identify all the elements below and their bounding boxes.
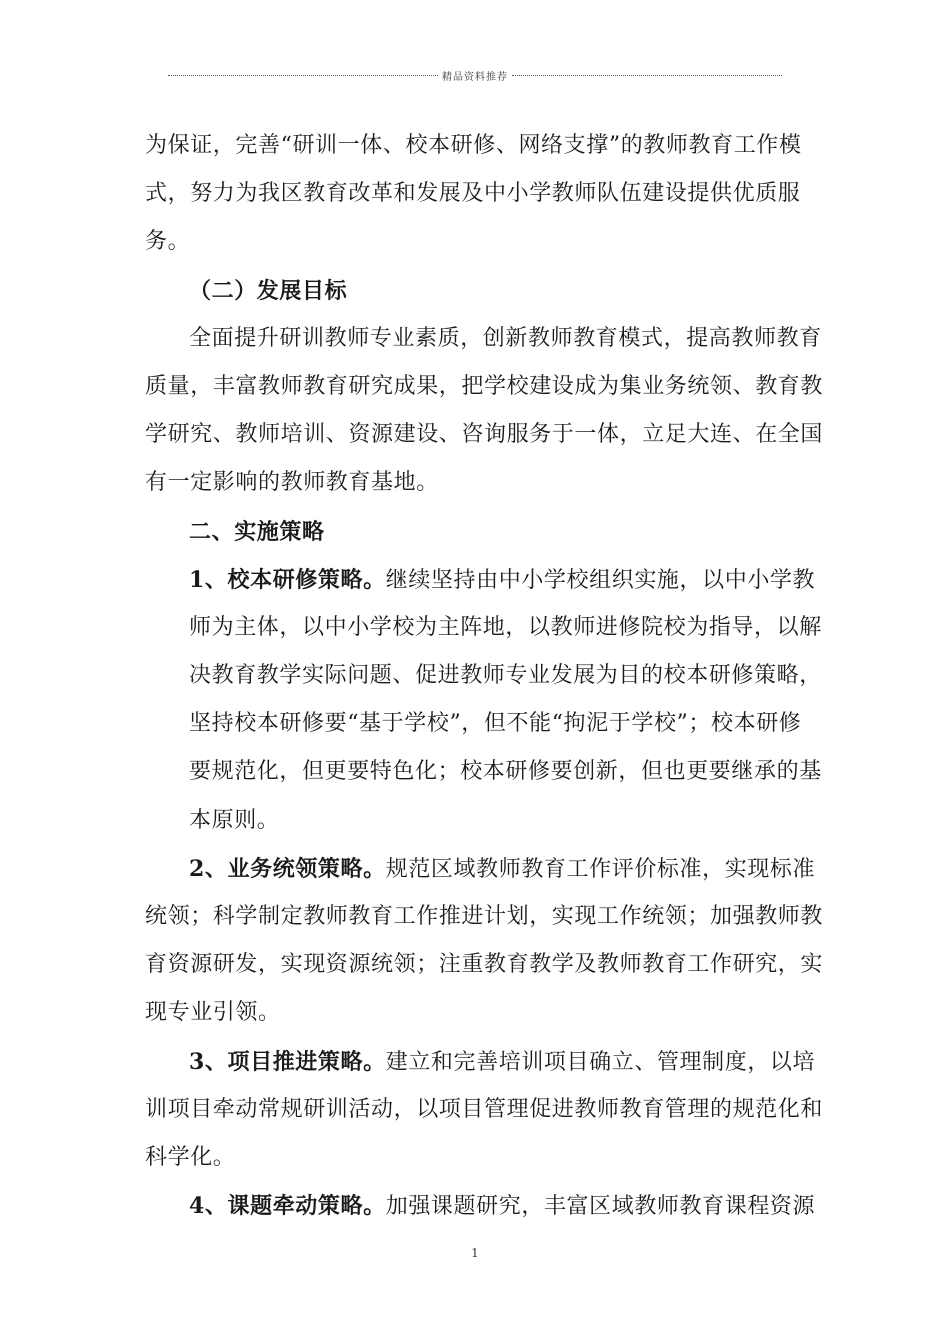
line-text: 师为主体，以中小学校为主阵地，以教师进修院校为指导，以解 xyxy=(189,614,822,640)
text-line xyxy=(145,700,810,748)
text-line xyxy=(145,556,816,604)
text-line xyxy=(145,1086,824,1134)
text-line xyxy=(145,797,810,845)
line-text: 务。 xyxy=(145,229,191,255)
page-number: 1 xyxy=(471,1246,479,1260)
text-line xyxy=(145,218,810,266)
line-text: 坚持校本研修要“基于学校”，但不能“拘泥于学校”；校本研修 xyxy=(189,711,802,737)
page-header xyxy=(168,64,782,86)
bold-heading: 1、校本研修策略。 xyxy=(189,566,386,593)
text-line xyxy=(145,893,824,941)
line-text: 本原则。 xyxy=(189,807,280,833)
text-line xyxy=(145,122,810,170)
line-text: 统领；科学制定教师教育工作推进计划，实现工作统领；加强教师教 xyxy=(145,904,824,929)
text-line xyxy=(145,1038,816,1086)
text-line xyxy=(145,1134,810,1182)
bold-heading: （二）发展目标 xyxy=(189,277,348,304)
text-line xyxy=(145,411,824,459)
line-text: 建立和完善培训项目确立、管理制度，以培 xyxy=(385,1049,816,1075)
text-line xyxy=(145,604,822,652)
line-text: 有一定影响的教师教育基地。 xyxy=(145,470,439,496)
text-line xyxy=(145,941,824,989)
bold-heading: 二、实施策略 xyxy=(189,518,325,545)
bold-heading: 4、课题牵动策略。 xyxy=(189,1193,386,1220)
text-line xyxy=(145,267,810,315)
line-text: 规范区域教师教育工作评价标准，实现标准 xyxy=(385,856,816,882)
line-text: 学研究、教师培训、资源建设、咨询服务于一体，立足大连、在全国 xyxy=(145,422,824,448)
text-line xyxy=(145,1182,816,1230)
text-line xyxy=(145,989,810,1037)
line-text: 质量，丰富教师教育研究成果，把学校建设成为集业务统领、教育教 xyxy=(145,373,824,399)
text-line xyxy=(145,652,822,700)
line-text: 继续坚持由中小学校组织实施，以中小学教 xyxy=(385,567,816,593)
line-text: 为保证，完善“研训一体、校本研修、网络支撑”的教师教育工作模 xyxy=(145,133,802,158)
line-text: 加强课题研究，丰富区域教师教育课程资源 xyxy=(385,1194,816,1220)
line-text: 要规范化，但更要特色化；校本研修要创新，但也更要继承的基 xyxy=(189,759,822,785)
header-rule-left xyxy=(168,75,438,76)
text-line xyxy=(145,508,810,556)
bold-heading: 3、项目推进策略。 xyxy=(189,1048,386,1075)
line-text: 决教育教学实际问题、促进教师专业发展为目的校本研修策略， xyxy=(189,663,822,689)
text-line xyxy=(145,845,816,893)
text-line xyxy=(145,363,824,411)
bold-heading: 2、业务统领策略。 xyxy=(189,855,386,882)
text-line xyxy=(145,170,810,218)
line-text: 式，努力为我区教育改革和发展及中小学教师队伍建设提供优质服 xyxy=(145,181,801,207)
line-text: 现专业引领。 xyxy=(145,1000,281,1026)
line-text: 育资源研发，实现资源统领；注重教育教学及教师教育工作研究，实 xyxy=(145,952,824,978)
header-text: 精品资料推荐 xyxy=(442,71,508,83)
text-line xyxy=(145,748,822,796)
line-text: 科学化。 xyxy=(145,1144,236,1170)
line-text: 训项目牵动常规研训活动，以项目管理促进教师教育管理的规范化和 xyxy=(145,1096,824,1122)
document-body xyxy=(145,122,824,1230)
text-line xyxy=(145,459,810,507)
line-text: 全面提升研训教师专业素质，创新教师教育模式，提高教师教育 xyxy=(189,325,822,351)
text-line xyxy=(145,315,822,363)
header-rule-right xyxy=(512,75,782,76)
